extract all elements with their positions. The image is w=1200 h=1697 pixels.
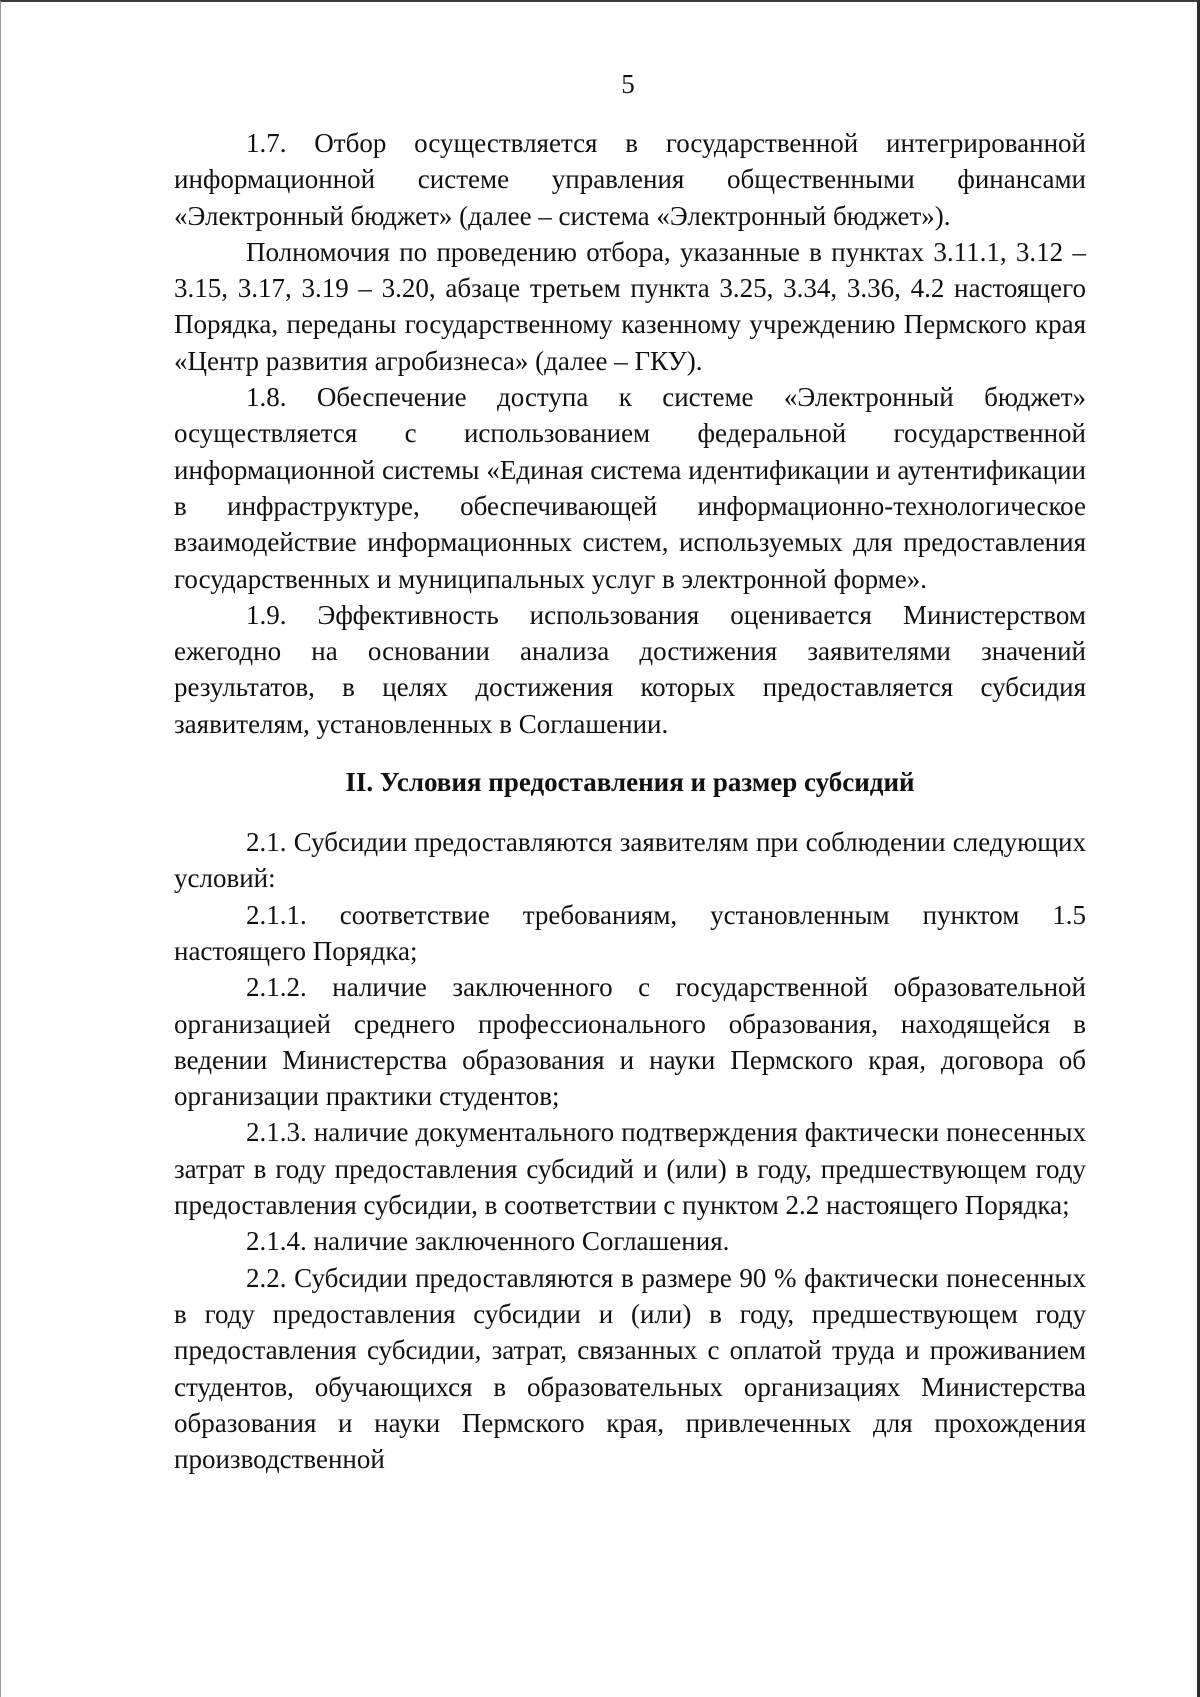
paragraph-2-1-1: 2.1.1. соответствие требованиям, установленным пунктом 1.5 настоящего Порядка;	[174, 899, 1086, 966]
paragraph-1-7: 1.7. Отбор осуществляется в государственной интегрированной информационной системе управления общественными финансами «Электронный бюджет» (далее – система «Электронный бюджет»).	[174, 128, 1086, 231]
page-number: 5	[621, 69, 635, 99]
paragraph-2-2: 2.2. Субсидии предоставляются в размере 90 % фактически понесенных в году предоставления субсидии и (или) в году, предшествующем году предоставления субсидии, затрат, связанных с оплатой труда и проживанием студентов, обучающихся в образовательных организациях Министерства образования и науки Пермского края, привлеченных для прохождения производственной	[174, 1262, 1086, 1475]
document-body	[174, 125, 1086, 1477]
paragraph-2-1-3: 2.1.3. наличие документального подтверждения фактически понесенных затрат в году предоставления субсидий и (или) в году, предшествующем году предоставления субсидии, в соответствии с пунктом 2.2 настоящего Порядка;	[174, 1117, 1086, 1221]
paragraph-2-1: 2.1. Субсидии предоставляются заявителям при соблюдении следующих условий:	[174, 827, 1086, 894]
paragraph-2-1-4: 2.1.4. наличие заключенного Соглашения.	[246, 1226, 730, 1257]
paragraph-authority: Полномочия по проведению отбора, указанные в пунктах 3.11.1, 3.12 – 3.15, 3.17, 3.19 – 3.20, абзаце третьем пункта 3.25, 3.34, 3.36, 4.2 настоящего Порядка, переданы государственному казенному учреждению Пермского края «Центр развития агробизнеса» (далее – ГКУ).	[174, 236, 1086, 376]
section-heading: II. Условия предоставления и размер субсидий	[345, 767, 915, 798]
paragraph-2-1-2: 2.1.2. наличие заключенного с государственной образовательной организацией среднего профессионального образования, находящейся в ведении Министерства образования и науки Пермского края, договора об организации практики студентов;	[174, 972, 1086, 1112]
paragraph-1-9: 1.9. Эффективность использования оценивается Министерством ежегодно на основании анализа достижения заявителями значений результатов, в целях достижения которых предоставляется субсидия заявителям, установленных в Соглашении.	[174, 599, 1086, 739]
paragraph-1-8: 1.8. Обеспечение доступа к системе «Электронный бюджет» осуществляется с использованием федеральной государственной информационной системы «Единая система идентификации и аутентификации в инфраструктуре, обеспечивающей информационно-технологическое взаимодействие информационных систем, используемых для предоставления государственных и муниципальных услуг в электронной форме».	[174, 382, 1086, 594]
